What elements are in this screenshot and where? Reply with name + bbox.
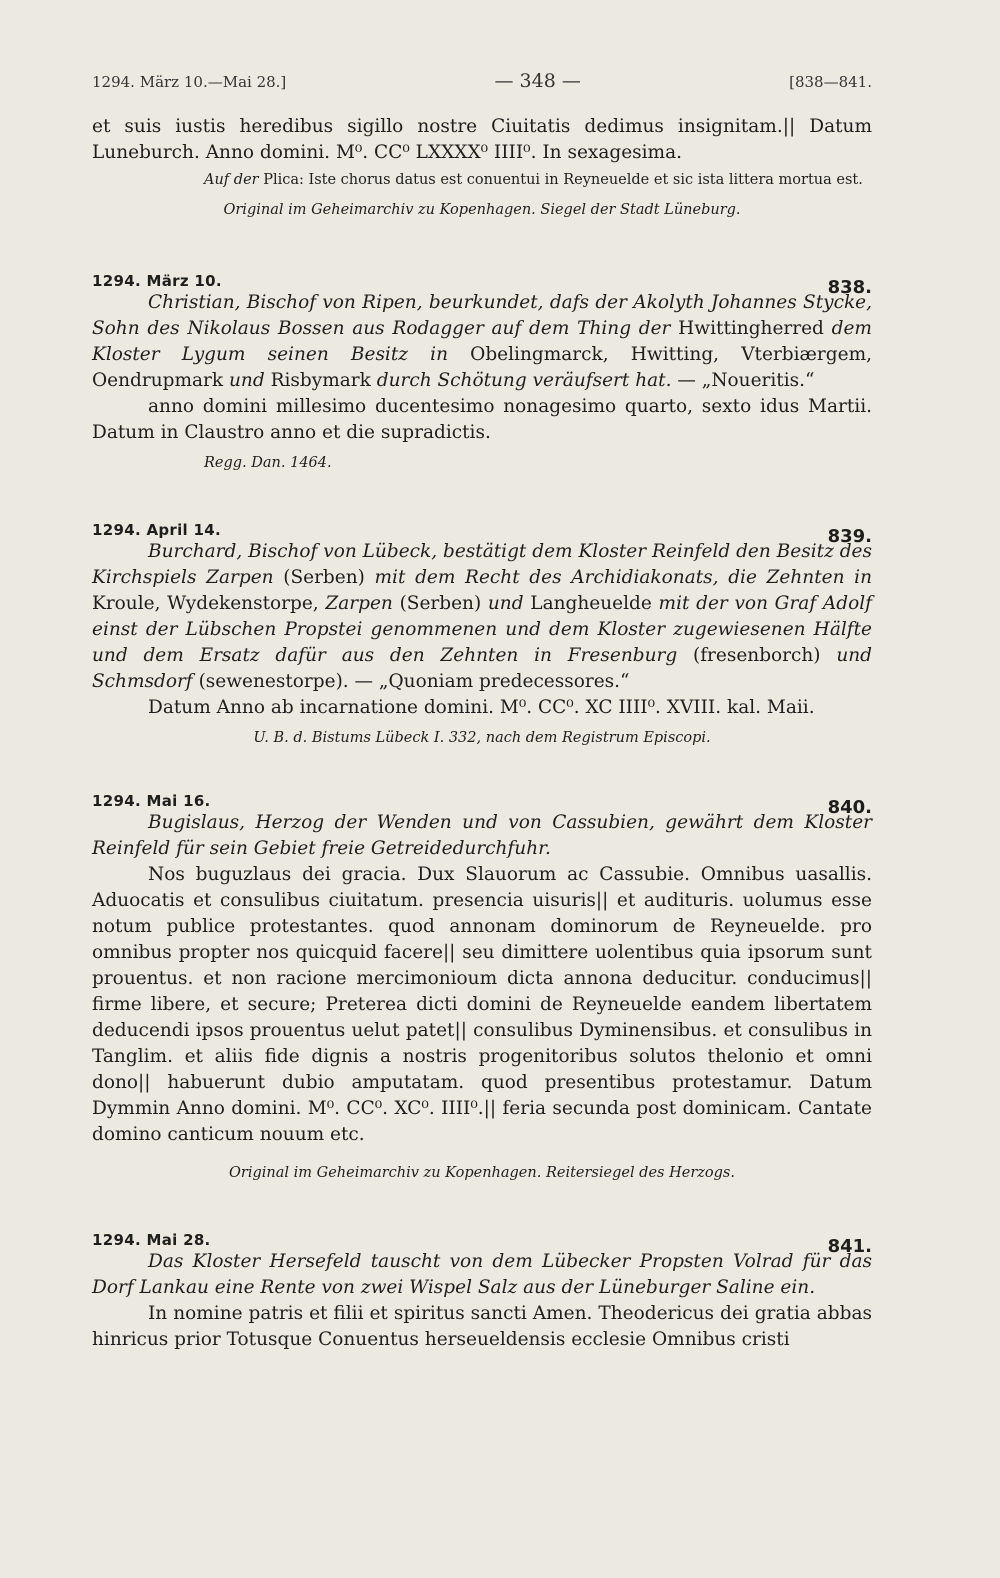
- regest-part: und: [487, 593, 524, 614]
- regest-place: (fresenborch): [692, 645, 821, 666]
- entry-number: 838.: [827, 277, 872, 298]
- entry-header: [92, 518, 872, 547]
- entry-839: [92, 518, 872, 749]
- regest-part: Burchard, Bischof von Lübeck, bestätigt dem Kloster Reinfeld den Besitz des Kirchspiels Zarpen: [92, 541, 872, 588]
- entry-number: 841.: [827, 1236, 872, 1257]
- entry-841: [92, 1228, 872, 1353]
- regest-place: (Serben): [283, 567, 365, 588]
- running-header: [92, 70, 872, 92]
- regest-place: Obelingmarck, Hwitting, Vterbiærgem, Oendrupmark: [92, 344, 872, 391]
- entry-regest: [92, 290, 872, 394]
- regest-part: und Schmsdorf: [92, 645, 872, 692]
- entry-source: Original im Geheimarchiv zu Kopenhagen. Reitersiegel des Herzogs.: [229, 1165, 735, 1181]
- regest-place: Hwittingherred: [678, 318, 824, 339]
- regest-part: durch Schötung veräufsert hat.: [376, 370, 672, 391]
- entry-source: U. B. d. Bistums Lübeck I. 332, nach dem Registrum Episcopi.: [253, 730, 711, 746]
- entry-body: anno domini millesimo ducentesimo nonagesimo quarto, sexto idus Martii. Datum in Claustro anno et die supradictis.: [92, 396, 872, 443]
- entry-regest: [92, 539, 872, 695]
- regest-place: Kroule, Wydekenstorpe,: [92, 593, 319, 614]
- plica-note-label: Auf der: [204, 172, 259, 188]
- header-entry-range: [838—841.: [789, 73, 872, 91]
- regest-part: Christian, Bischof von Ripen, beurkundet, dafs der Akolyth Johannes Stycke, Sohn des Nikolaus Bossen aus Rodagger auf dem Thing der: [92, 292, 872, 339]
- entry-header: [92, 1228, 872, 1257]
- regest-place: Risbymark: [270, 370, 371, 391]
- entry-date: 1294. Mai 28.: [92, 1231, 211, 1249]
- regest-part: mit der von Graf Adolf einst der Lübschen Propstei genommenen und dem Kloster zugewiesenen Hälfte und dem Ersatz dafür aus den Zehnten in Fresenburg: [92, 593, 872, 666]
- regest-part: und: [229, 370, 265, 391]
- entry-header: [92, 789, 872, 818]
- header-date-range: 1294. März 10.—Mai 28.]: [92, 73, 287, 91]
- entry-regest: Bugislaus, Herzog der Wenden und von Cassubien, gewährt dem Kloster Reinfeld für sein Gebiet freie Getreidedurchfuhr.: [92, 812, 872, 859]
- plica-note: [92, 170, 872, 191]
- entry-regest: Das Kloster Hersefeld tauscht von dem Lübecker Propsten Volrad für das Dorf Lankau eine Rente von zwei Wispel Salz aus der Lüneburger Saline ein.: [92, 1251, 872, 1298]
- entry-date: 1294. Mai 16.: [92, 792, 211, 810]
- source-note: Original im Geheimarchiv zu Kopenhagen. Siegel der Stadt Lüneburg.: [223, 202, 741, 218]
- plica-note-text: Plica: Iste chorus datus est conuentui in Reyneuelde et sic ista littera mortua est.: [263, 172, 863, 188]
- entry-body: Nos buguzlaus dei gracia. Dux Slauorum ac Cassubie. Omnibus uasallis. Aduocatis et consulibus ciuitatum. presencia uisuris|| et audituris. uolumus esse notum publice protestantes. quod annonam dominorum de Reyneuelde. pro omnibus propter nos quicquid facere|| seu dimittere uolentibus quia ipsorum sunt prouentus. et non racione mercimonioum dicta annona deducitur. conducimus|| firme libere, et secure; Preterea dicti domini de Reyneuelde eandem libertatem deducendi ipsos prouentus uelut patet|| consulibus Dyminensibus. et consulibus in Tanglim. et aliis fide dignis a nostris progenitoribus solutos thelonio et omni dono|| habuerunt dubio amputatam. quod presentibus protestamur. Datum Dymmin Anno domini. M⁰. CC⁰. XC⁰. IIII⁰.|| feria secunda post dominicam. Cantate domino canticum nouum etc.: [92, 864, 872, 1145]
- regest-part: mit dem Recht des Archidiakonats, die Zehnten in: [374, 567, 872, 588]
- entry-header: [92, 269, 872, 298]
- entry-date: 1294. März 10.: [92, 272, 222, 290]
- regest-place: (Serben): [399, 593, 482, 614]
- entry-number: 840.: [827, 797, 872, 818]
- regest-incipit: (sewenestorpe). — „Quoniam predecessores.“: [198, 671, 630, 692]
- regest-part: Zarpen: [325, 593, 393, 614]
- entry-body: Datum Anno ab incarnatione domini. M⁰. CC⁰. XC IIII⁰. XVIII. kal. Maii.: [148, 697, 815, 718]
- page-number: — 348 —: [494, 70, 581, 92]
- entry-840: [92, 789, 872, 1184]
- entry-838: [92, 269, 872, 474]
- entry-source: Regg. Dan. 1464.: [204, 455, 332, 471]
- continued-text: et suis iustis heredibus sigillo nostre Ciuitatis dedimus insignitam.|| Datum Luneburch. Anno domini. M⁰. CC⁰ LXXXX⁰ IIII⁰. In sexagesima.: [92, 116, 872, 163]
- entry-date: 1294. April 14.: [92, 521, 221, 539]
- entry-number: 839.: [827, 526, 872, 547]
- entry-body: In nomine patris et filii et spiritus sancti Amen. Theodericus dei gratia abbas hinricus prior Totusque Conuentus herseueldensis ecclesie Omnibus cristi: [92, 1303, 872, 1350]
- regest-place: Langheuelde: [530, 593, 652, 614]
- regest-part: dem Kloster Lygum seinen Besitz in: [92, 318, 872, 365]
- regest-incipit: — „Noueritis.“: [677, 370, 815, 391]
